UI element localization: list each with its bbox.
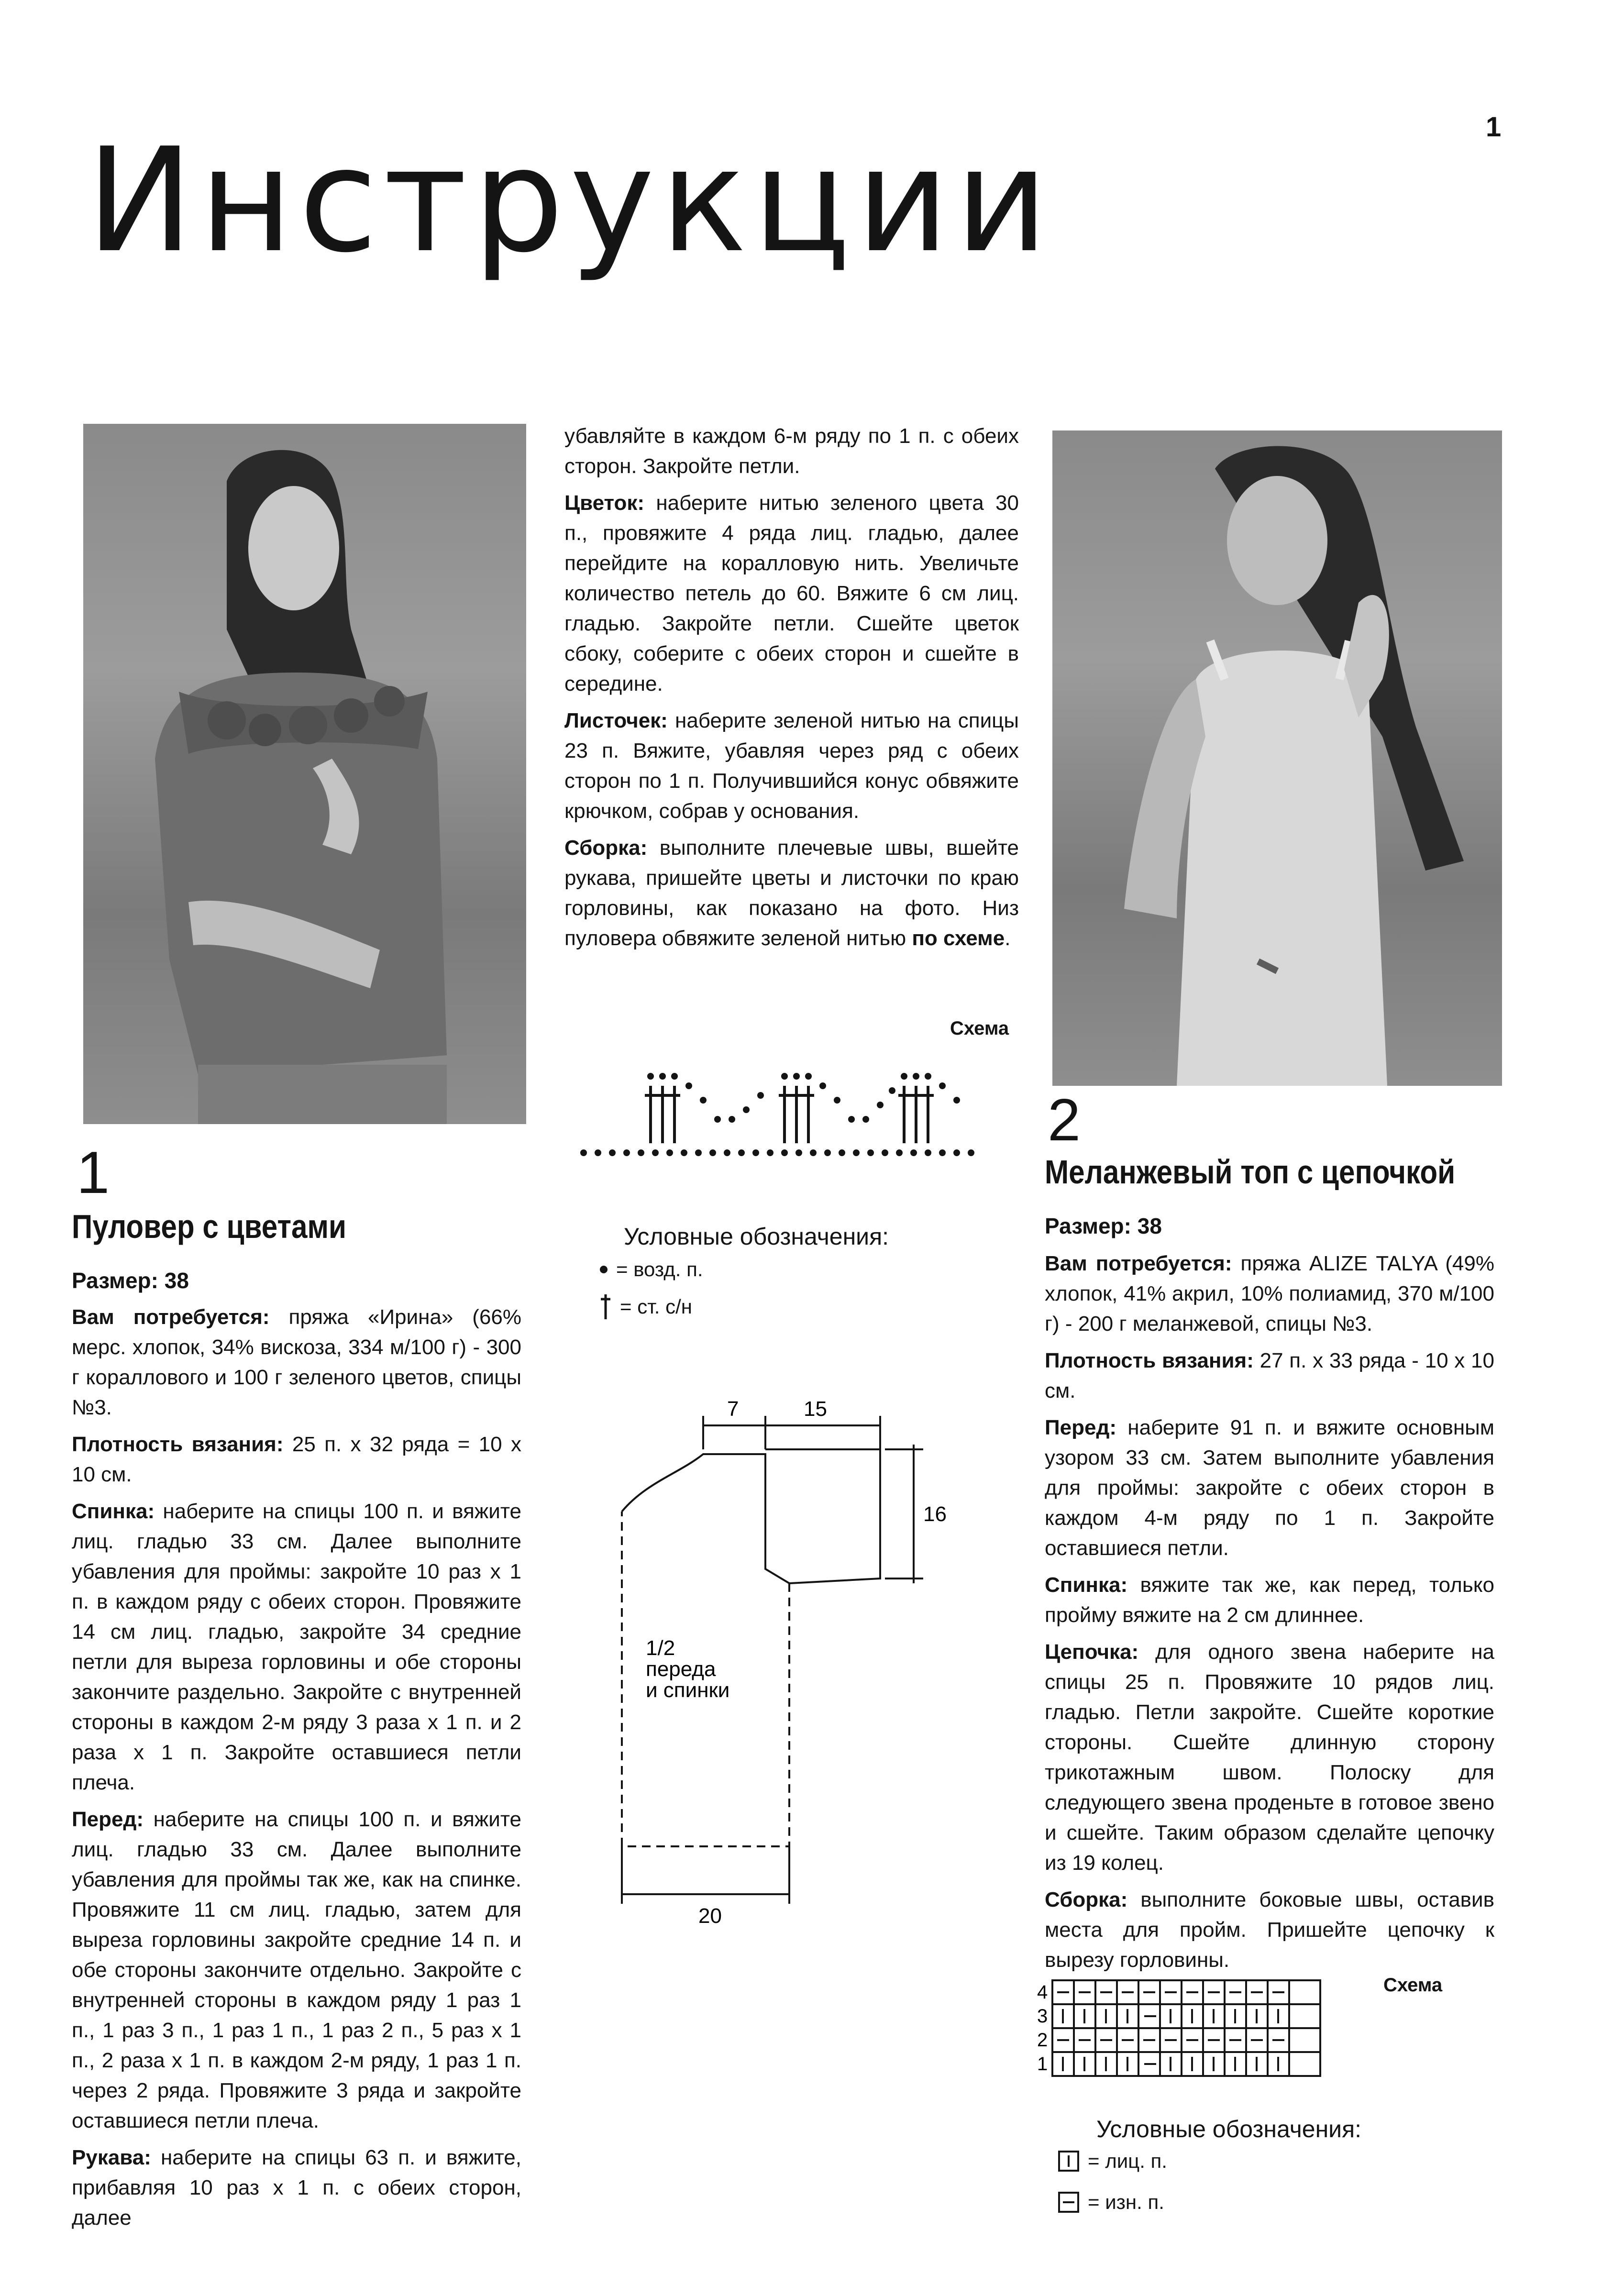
pattern-label-line-1: 1/2	[646, 1636, 675, 1660]
model-1-number: 1	[77, 1140, 110, 1206]
legend-title-2: Условные обозначения:	[1096, 2116, 1362, 2142]
legend-row-purl: = изн. п.	[1058, 2191, 1164, 2214]
paragraph: Перед: наберите на спицы 100 п. и вяжите лиц. гладью 33 см. Далее выполните убавления для проймы так же, как на спинке. Провяжите 11 см лиц. гладью, затем для выреза горловины закройте средние 14 п. и обе стороны закончите отдельно. Закройте с внутренней стороны в каждом ряду 1 раз 1 п., 1 раз 3 п., 1 раз 1 п., 1 раз 2 п., 5 раз х 1 п., 2 раза х 1 п. в каждом 2-м ряду, 1 раз 1 п. через 2 ряда. Провяжите 3 ряда и закройте оставшиеся петли плеча.	[72, 1808, 521, 2132]
model-2-number: 2	[1048, 1087, 1081, 1153]
photo-model-2	[1052, 430, 1502, 1086]
paragraph: Вам потребуется: пряжа «Ирина» (66% мерс. хлопок, 34% вискоза, 334 м/100 г) - 300 г кораллового и 100 г зеленого цветов, спицы №3.	[72, 1305, 522, 1419]
paragraph: Листочек: наберите зеленой нитью на спицы 23 п. Вяжите, убавляя через ряд с обеих сторон по 1 п. Получившийся конус обвяжите крючком, собрав у основания.	[564, 709, 1019, 823]
legend-row-chain: = возд. п.	[600, 1258, 703, 1281]
garment-pattern-diagram	[608, 1387, 952, 1942]
model-1-size: Размер: 38	[72, 1268, 189, 1293]
chart-row-2: 2	[1037, 2030, 1048, 2051]
purl-stitch-symbol	[1058, 2192, 1079, 2213]
model-1-illustration	[83, 424, 526, 1124]
dimension-bottom: 20	[698, 1904, 722, 1928]
paragraph: Вам потребуется: пряжа ALIZE TALYA (49% хлопок, 41% акрил, 10% полиамид, 370 м/100 г) - 200 г меланжевой, спицы №3.	[1045, 1252, 1494, 1336]
paragraph: Плотность вязания: 25 п. х 32 ряда = 10 х 10 см.	[72, 1433, 521, 1486]
pattern-label-line-3: и спинки	[646, 1678, 730, 1702]
schema-label-2: Схема	[1383, 1975, 1443, 1996]
paragraph: Спинка: наберите на спицы 100 п. и вяжите лиц. гладью 33 см. Далее выполните убавления для проймы: закройте 10 раз х 1 п. в каждом ряду с обеих сторон. Провяжите 14 см лиц. гладью, закройте 34 средние петли для выреза горловины и обе стороны закончите раздельно. Закройте с внутренней стороны в каждом 2-м ряду 3 раза х 1 п. и 2 раза х 1 п. Закройте оставшиеся петли плеча.	[72, 1500, 521, 1794]
double-crochet-symbol	[600, 1293, 611, 1320]
legend-title-1: Условные обозначения:	[624, 1223, 889, 1250]
model-1-instructions	[72, 1302, 521, 2240]
schema-label-1: Схема	[950, 1018, 1009, 1039]
pattern-label-line-2: переда	[646, 1657, 716, 1681]
knitting-chart	[1033, 1976, 1330, 2086]
page-number: 1	[1486, 111, 1502, 143]
paragraph: Цветок: наберите нитью зеленого цвета 30 п., провяжите 4 ряда лиц. гладью, далее перейдите на коралловую нить. Увеличьте количество петель до 60. Вяжите 6 см лиц. гладью. Закройте петли. Сшейте цветок сбоку, соберите с обеих сторон и сшейте в середине.	[564, 491, 1019, 695]
model-2-size: Размер: 38	[1045, 1214, 1162, 1238]
paragraph: Сборка: выполните боковые швы, оставив места для пройм. Пришейте цепочку к вырезу горловины.	[1045, 1888, 1494, 1972]
model-1-title: Пуловер с цветами	[72, 1208, 346, 1245]
paragraph: Рукава: наберите на спицы 63 п. и вяжите, прибавляя 10 раз х 1 п. с обеих сторон, далее	[72, 2146, 521, 2230]
legend-row-knit: = лиц. п.	[1058, 2150, 1167, 2173]
dimension-armhole: 16	[923, 1502, 947, 1526]
knit-stitch-symbol	[1058, 2151, 1079, 2172]
crochet-edging-schema	[574, 1057, 995, 1162]
chart-row-1: 1	[1037, 2053, 1048, 2075]
model-2-illustration	[1052, 430, 1502, 1086]
dimension-shoulder: 15	[804, 1397, 827, 1421]
model-2-instructions	[1045, 1248, 1494, 1982]
chart-row-3: 3	[1037, 2006, 1048, 2027]
paragraph: убавляйте в каждом 6-м ряду по 1 п. с обеих сторон. Закройте петли.	[564, 424, 1019, 478]
chain-stitch-symbol	[600, 1266, 608, 1273]
page-heading: Инструкции	[86, 117, 1054, 284]
paragraph: Перед: наберите 91 п. и вяжите основным узором 33 см. Затем выполните убавления для проймы: закройте с обеих сторон в каждом 4-м ряду по 1 п. Закройте оставшиеся петли.	[1045, 1416, 1494, 1560]
photo-model-1	[83, 424, 526, 1124]
paragraph: Спинка: вяжите так же, как перед, только пройму вяжите на 2 см длиннее.	[1045, 1573, 1494, 1627]
legend-row-double-crochet: = ст. с/н	[600, 1293, 692, 1320]
chart-row-4: 4	[1037, 1982, 1048, 2003]
paragraph: Цепочка: для одного звена наберите на спицы 25 п. Провяжите 10 рядов лиц. гладью. Петли закройте. Сшейте короткие стороны. Сшейте длинную сторону трикотажным швом. Полоску для следующего звена проденьте в готовое звено и сшейте. Таким образом сделайте цепочку из 19 колец.	[1045, 1640, 1494, 1875]
paragraph: Плотность вязания: 27 п. х 33 ряда - 10 х 10 см.	[1045, 1349, 1494, 1402]
middle-instructions	[564, 421, 1019, 960]
dimension-neck: 7	[727, 1397, 739, 1421]
model-2-title: Меланжевый топ с цепочкой	[1045, 1153, 1456, 1191]
paragraph: Сборка: выполните плечевые швы, вшейте рукава, пришейте цветы и листочки по краю горловины, как показано на фото. Низ пуловера обвяжите зеленой нитью по схеме.	[564, 836, 1019, 950]
